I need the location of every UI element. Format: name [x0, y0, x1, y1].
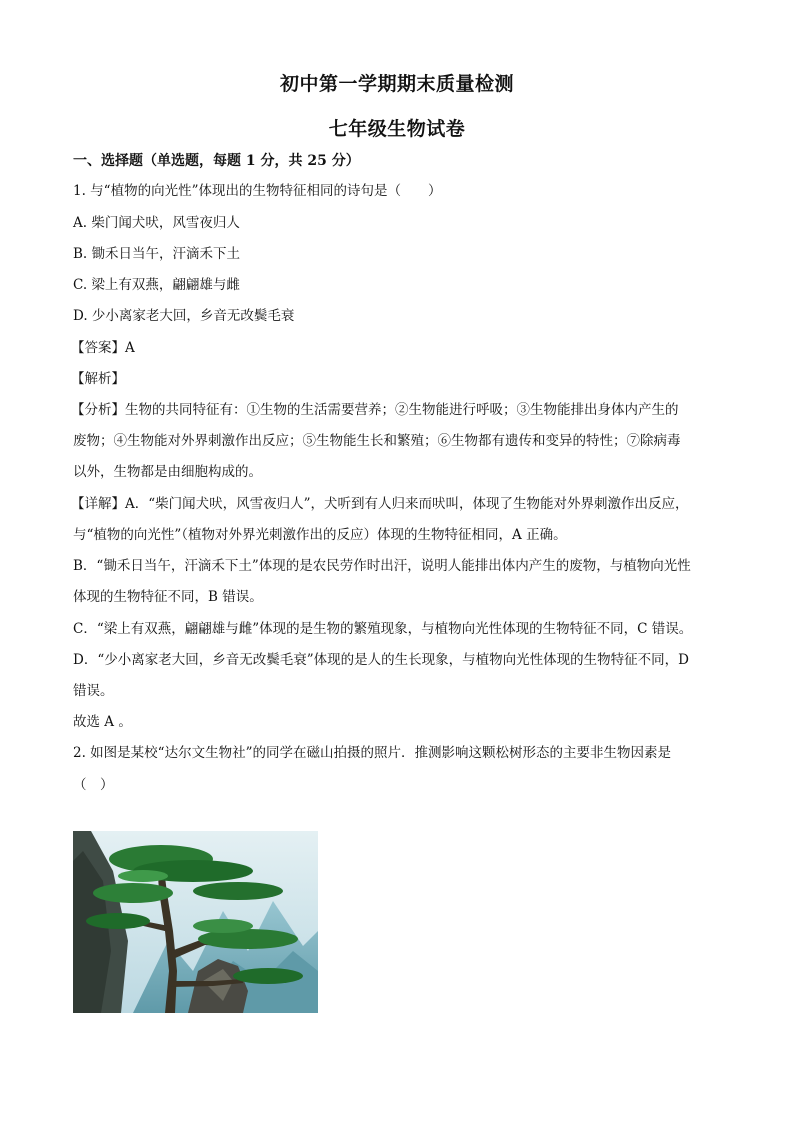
- q1-detail-line: D．“少小离家老大回，乡音无改鬓毛衰”体现的是人的生长现象，与植物向光性体现的生物特征不同，D: [73, 652, 689, 668]
- q1-analysis-label: 【解析】: [71, 371, 125, 387]
- q1-analysis-line: 以外，生物都是由细胞构成的。: [73, 464, 262, 480]
- q1-option-d: D. 少小离家老大回，乡音无改鬓毛衰: [73, 308, 295, 324]
- q2-stem: 2. 如图是某校“达尔文生物社”的同学在磁山拍摄的照片．推测影响这颗松树形态的主要非生物因素是: [73, 745, 671, 761]
- q1-stem: 1. 与“植物的向光性”体现出的生物特征相同的诗句是（ ）: [73, 183, 442, 199]
- q1-detail-line: B．“锄禾日当午，汗滴禾下土”体现的是农民劳作时出汗，说明人能排出体内产生的废物，与植物向光性: [73, 558, 691, 574]
- q2-stem-bracket: （ ）: [73, 777, 114, 793]
- q1-analysis-line: 【分析】生物的共同特征有：①生物的生活需要营养；②生物能进行呼吸；③生物能排出身体内产生的: [71, 402, 679, 418]
- q1-detail-line: 【详解】A．“柴门闻犬吠，风雪夜归人”，犬听到有人归来而吠叫，体现了生物能对外界刺激作出反应，: [71, 496, 689, 512]
- q1-option-b: B. 锄禾日当午，汗滴禾下土: [73, 246, 241, 262]
- q1-option-a: A. 柴门闻犬吠，风雪夜归人: [73, 215, 240, 231]
- q1-detail-line: 与“植物的向光性”（植物对外界光刺激作出的反应）体现的生物特征相同，A 正确。: [73, 527, 567, 543]
- pine-tree-photo: [73, 831, 318, 1013]
- q1-conclusion: 故选 A 。: [73, 714, 132, 730]
- q1-detail-line: C．“梁上有双燕，翩翩雄与雌”体现的是生物的繁殖现象，与植物向光性体现的生物特征不同，C 错误。: [73, 621, 693, 637]
- exam-title: 初中第一学期期末质量检测: [279, 73, 514, 95]
- q1-detail-line: 体现的生物特征不同，B 错误。: [73, 589, 263, 605]
- section-heading: 一、选择题（单选题，每题 1 分，共 25 分）: [73, 153, 360, 169]
- exam-subtitle: 七年级生物试卷: [328, 118, 466, 140]
- q1-detail-line: 错误。: [73, 683, 114, 699]
- q1-answer: 【答案】A: [71, 340, 135, 356]
- q1-option-c: C. 梁上有双燕，翩翩雄与雌: [73, 277, 240, 293]
- q1-analysis-line: 废物；④生物能对外界刺激作出反应；⑤生物能生长和繁殖；⑥生物都有遗传和变异的特性；⑦除病毒: [73, 433, 681, 449]
